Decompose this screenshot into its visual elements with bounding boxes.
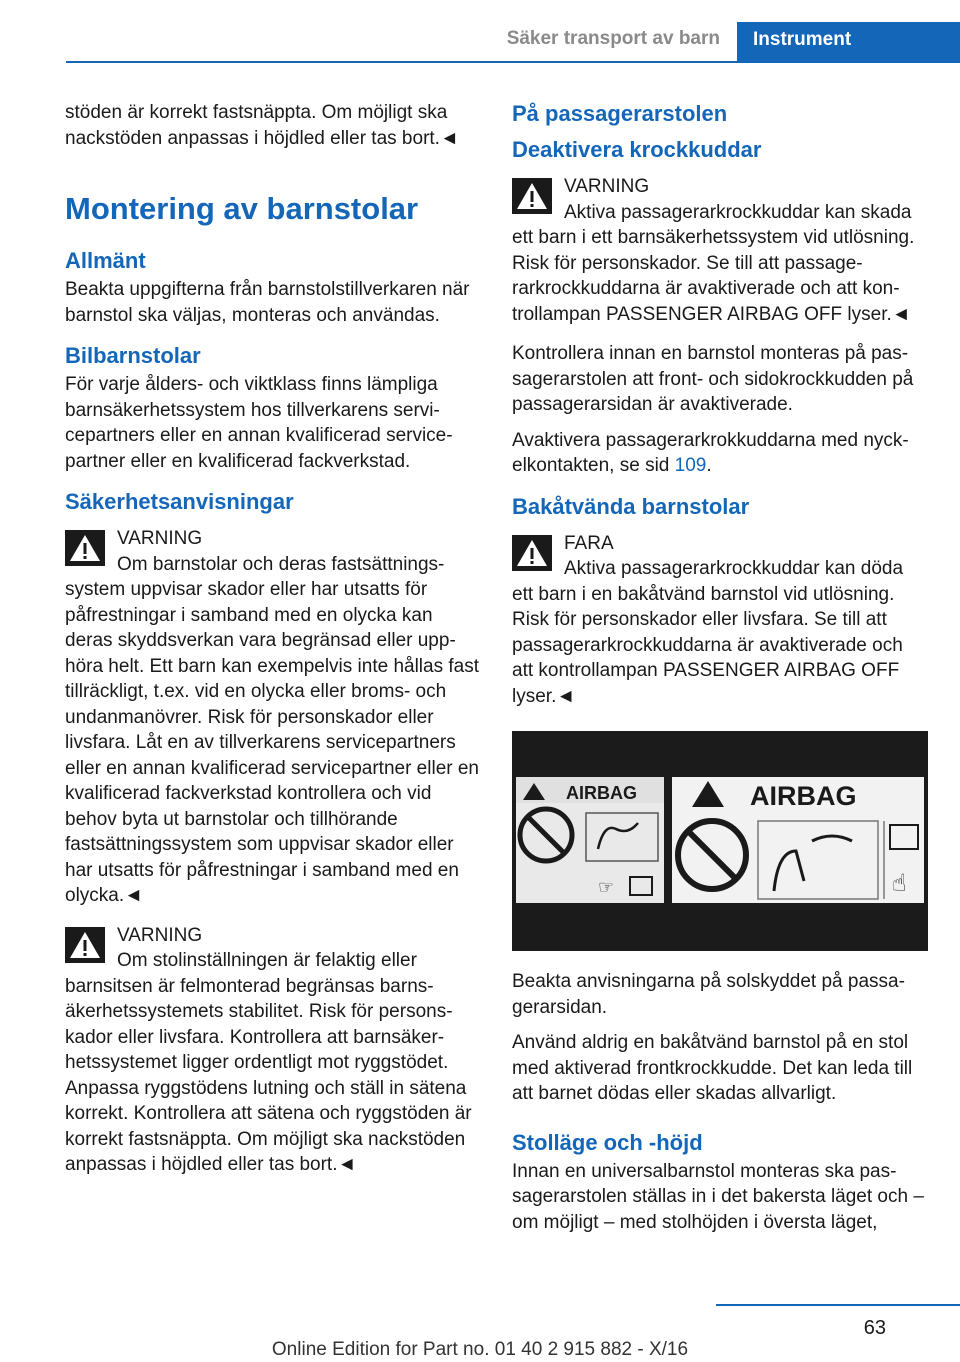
section-title: Montering av barnstolar [65,191,419,226]
warning-label: VARNING [117,528,203,549]
paragraph-kontrollera: Kontrollera innan en barnstol monteras på passagerarstolen att front- och sidokrockkudden på passagerarsidan är avaktiverade. [512,343,914,415]
svg-text:☝: ☝ [892,869,907,897]
heading-sakerhetsanvisningar: Säkerhetsanvisningar [65,489,294,514]
continued-paragraph: stöden är korrekt fastsnäppta. Om möjligt ska nackstöden anpassas i höjdled eller tas bort.◄ [65,102,459,149]
danger-block [512,531,926,710]
left-column [65,100,479,1192]
paragraph-solskydd: Beakta anvisningarna på solskyddet på passagerarsidan. [512,971,905,1018]
airbag-label-large-text: AIRBAG [750,781,857,811]
warning-triangle-icon [512,178,552,214]
header-chapter-tab: Instrument [737,22,960,62]
header-section-title: Säker transport av barn [506,28,720,49]
heading-bilbarnstolar: Bilbarnstolar [65,343,201,368]
page-footer [0,1300,960,1362]
heading-bakatvanda: Bakåtvända barnstolar [512,493,750,519]
warning-triangle-icon [65,530,105,566]
danger-text: Aktiva passagerarkrockkuddar kan döda ett barn i en bakåtvänd barnstol vid utlösning. Risk för personskador eller livsfara. Se till att passagerarkrockkuddarna är avaktiverade och att kontrollampan PASSENGER AIRBAG OFF lyser.◄ [512,558,904,707]
warning-label: VARNING [564,176,650,197]
right-column [512,100,926,1245]
airbag-warning-label-image [512,731,928,951]
warning-text: Aktiva passagerarkrockkuddar kan skada ett barn i ett barnsäkerhetssystem vid utlösning. Risk för personskador. Se till att passagerarkrockkuddarna är avaktiverade och att kontrollampan PASSENGER AIRBAG OFF lyser.◄ [512,201,915,325]
heading-stollage: Stolläge och -höjd [512,1129,703,1155]
footer-rule [716,1304,960,1306]
danger-label: FARA [564,532,614,554]
heading-passagerarstolen: På passagerarstolen [512,101,728,126]
paragraph-avaktivera: Avaktivera passagerarkrokkuddarna med nyckelkontakten, se sid 109. [512,429,909,476]
warning-block-3 [512,174,926,327]
warning-label: VARNING [117,924,203,946]
paragraph-stollage: Innan en universalbarnstol monteras ska passagerarstolen ställas in i det bakersta läget och – om möjligt – med stolhöjden i översta läget, [512,1160,924,1233]
paragraph-bilbarnstolar: För varje ålders- och viktklass finns lämpliga barnsäkerhetssystem hos tillverkarens servicepartners eller en annan kvalificerad servicepartner eller en kvalificerad fackverkstad. [65,374,453,472]
edition-line: Online Edition for Part no. 01 40 2 915 882 - X/16 [271,1339,689,1360]
svg-text:☞: ☞ [598,877,615,898]
warning-triangle-icon [512,535,552,571]
warning-text: Om barnstolar och deras fastsättningssystem uppvisar skador eller har utsatts för påfrestningar i samband med en olycka kan deras skyddsverkan vara begränsad eller upphöra helt. Ett barn kan exempelvis inte hållas fast tillräckligt, t.ex. vid en olycka eller broms- och undanmanövrer. Risk för personskador eller livsfara. Låt en av tillverkarens servicepartners eller en annan kvalificerad servicepartner eller en kvalificerad fackverkstad kontrollera och vid behov byta ut barnstolar och tillhörande fastsättningssystem som uppvisar skador eller har utsatts för påfrestningar i samband med en olycka.◄ [65,553,480,906]
page-header [0,0,960,62]
warning-block-1 [65,526,479,909]
warning-triangle-icon [65,927,105,963]
paragraph-bakatvand-varning: Använd aldrig en bakåtvänd barnstol på en stol med aktiverad frontkrockkudde. Det kan leda till att barnet dödas eller skadas allvarligt. [512,1032,913,1104]
page-reference-link[interactable]: 109 [674,455,707,476]
warning-block-2 [65,923,479,1178]
heading-allmant: Allmänt [65,248,146,273]
heading-deaktivera: Deaktivera krockkuddar [512,137,762,162]
page-number: 63 [863,1317,886,1339]
airbag-label-small-text: AIRBAG [566,783,637,803]
paragraph-allmant: Beakta uppgifterna från barnstolstillverkaren när barnstol ska väljas, monteras och användas. [65,279,470,326]
warning-text: Om stolinställningen är felaktig eller barnsitsen är felmonterad begränsas barnsäkerhetssystemets stabilitet. Risk för personskador eller livsfara. Kontrollera att barnsäkerhetssystemet ligger ordentligt mot ryggstödet. Anpassa ryggstödens lutning och ställ in sätena korrekt. Kontrollera att sätena och ryggstöden är korrekt fastsnäppta. Om möjligt ska nackstöden anpassas i höjdled eller tas bort.◄ [65,950,472,1175]
header-rule [66,61,960,63]
